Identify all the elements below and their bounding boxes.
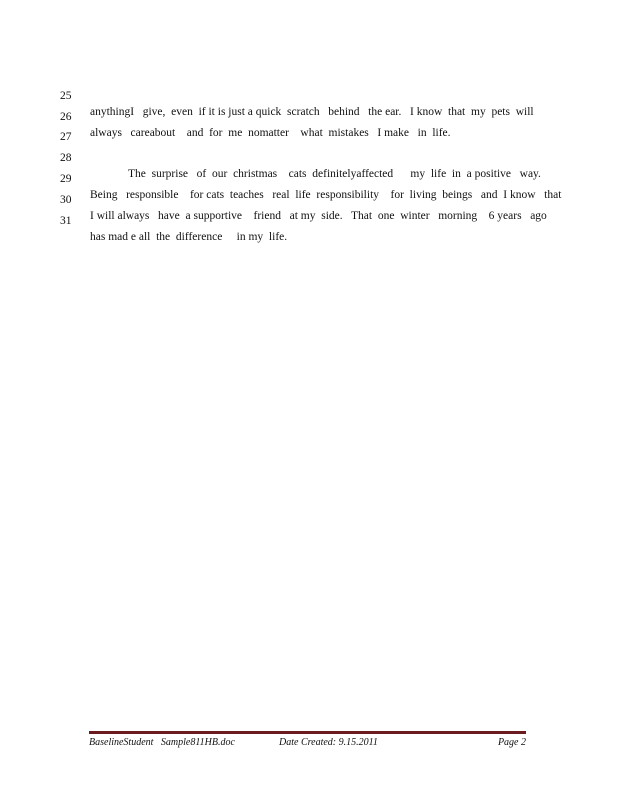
line-number: 29 — [60, 173, 72, 185]
line-number: 30 — [60, 194, 72, 206]
line-text: always careabout and for me nomatter what mistakes I make in life. — [90, 127, 451, 139]
footer-page-number: Page 2 — [497, 737, 526, 748]
line-text: I will always have a supportive friend at my side. That one winter morning 6 years ago — [90, 210, 547, 222]
line-text: anythingI give, even if it is just a quick scratch behind the ear. I know that my pets will — [90, 106, 534, 118]
line-text: The surprise of our christmas cats definitelyaffected my life in a positive way. — [128, 168, 541, 180]
footer-date-created: Date Created: 9.15.2011 — [279, 737, 378, 748]
footer-filename: BaselineStudent Sample811HB.doc — [89, 737, 235, 748]
line-text: has mad e all the difference in my life. — [90, 231, 288, 243]
line-text: Being responsible for cats teaches real life responsibility for living beings and I know that — [90, 189, 562, 201]
line-number: 31 — [60, 215, 72, 227]
line-number: 28 — [60, 152, 72, 164]
page-footer — [89, 736, 526, 750]
line-number: 27 — [60, 131, 72, 143]
line-number: 25 — [60, 90, 72, 102]
footer-rule — [89, 731, 526, 734]
line-number: 26 — [60, 111, 72, 123]
